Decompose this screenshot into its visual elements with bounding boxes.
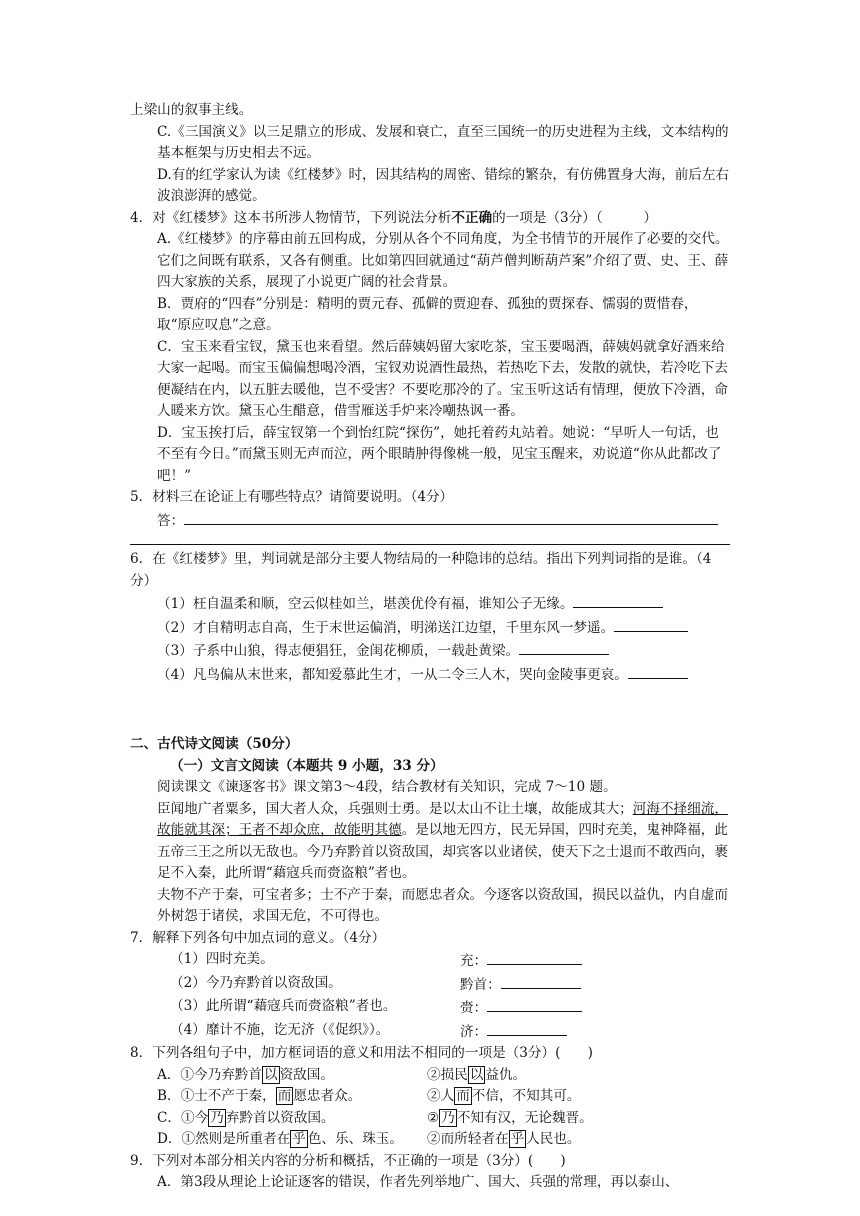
section-2-title: 二、古代诗文阅读（50分） (130, 736, 299, 752)
underlined-sentence: 河海不择细流，故能就其深；王者不却众庶，故能明其德 (157, 800, 728, 838)
answer-blank[interactable] (614, 616, 688, 632)
boxed-word: 乎 (292, 1131, 306, 1147)
boxed-word: 以 (263, 1066, 278, 1083)
question-8-stem: 8．下列各组句子中，加方框词语的意义和用法不相同的一项是（3分）( ) (130, 1045, 593, 1061)
q7-item-1: （1）四时充美。 充： (130, 949, 730, 973)
q4-option-b: B．贾府的“四春”分别是：精明的贾元春、孤僻的贾迎春、孤独的贾探春、懦弱的贾惜春，取“原应叹息”之意。 (157, 295, 698, 333)
section-2-subtitle: （一）文言文阅读（本题共 9 小题，33 分） (170, 757, 444, 774)
question-4-stem: 4．对《红楼梦》这本书所涉人物情节，下列说法分析不正确的一项是（3分）（ ） (130, 209, 658, 226)
boxed-word: 而 (456, 1088, 470, 1104)
option-c: C.《三国演义》以三足鼎立的形成、发展和衰亡，直至三国统一的历史进程为主线，文本结构的基本框架与历史相去不远。 (157, 123, 729, 161)
answer-blank[interactable] (628, 663, 688, 679)
question-7-stem: 7．解释下列各句中加点词的意义。（4分） (130, 929, 386, 946)
question-5-stem: 5．材料三在论证上有哪些特点？请简要说明。（4分） (130, 489, 454, 505)
q4-option-c: C．宝玉来看宝钗，黛玉也来看望。然后薛姨妈留大家吃茶，宝玉要喝酒，薛姨妈就拿好酒来给大家一起喝。而宝玉偏偏想喝冷酒，宝钗劝说酒性最热，若热吃下去，发散的就快，若冷吃下去便凝结在内，以五脏去暖他，岂不受害？不要吃那冷的了。宝玉听这话有情理，便放下冷酒，命人暖来方饮。黛玉心生醋意，借雪雁送手炉来冷嘲热讽一番。 (157, 338, 728, 419)
answer-blank[interactable] (487, 996, 582, 1012)
q6-item-2: （2）才自精明志自高，生于末世运偏消，明涕送江边望，千里东风一梦遥。 (130, 616, 730, 640)
boxed-word: 而 (277, 1088, 292, 1104)
answer-blank[interactable] (487, 949, 582, 965)
q6-item-3: （3）子系中山狼，得志便猖狂，金闺花柳质，一载赴黄梁。 (130, 639, 730, 663)
answer-line-2[interactable] (130, 532, 730, 545)
q6-item-4: （4）凡鸟偏从末世来，都知爱慕此生才，一从二令三人木，哭向金陵事更哀。 (130, 663, 730, 687)
answer-label: 答： (157, 512, 185, 529)
passage-paragraph-2: 夫物不产于秦，可宝者多；士不产于秦，而愿忠者众。今逐客以资敌国，损民以益仇，内自虚而外树怨于诸侯，求国无危，不可得也。 (157, 886, 728, 924)
q7-item-2: （2）今乃弃黔首以资敌国。 黔首： (130, 973, 730, 997)
q9-option-a: A．第3段从理论上论证逐客的错误，作者先列举地广、国大、兵强的常理，再以泰山、 (157, 1174, 679, 1190)
boxed-word: 乎 (510, 1131, 525, 1147)
answer-blank[interactable] (487, 1020, 567, 1036)
answer-blank[interactable] (519, 639, 609, 655)
answer-row (130, 509, 730, 533)
q4-option-d: D．宝玉挨打后，薛宝钗第一个到怡红院“探伤”，她托着药丸站着。她说：“早听人一句话，也不至有今日。”而黛玉则无声而泣，两个眼睛肿得像桃一般，见宝玉醒来，劝说道“你从此都改了吧！” (157, 424, 722, 484)
reading-intro: 阅读课文《谏逐客书》课文第3～4段，结合教材有关知识，完成 7～10 题。 (157, 779, 617, 795)
option-b-tail: 上梁山的叙事主线。 (130, 102, 253, 118)
answer-line[interactable] (184, 509, 718, 525)
boxed-word: 以 (469, 1066, 484, 1083)
answer-blank[interactable] (573, 592, 663, 608)
exam-page (130, 100, 730, 1194)
question-6-stem: 6．在《红楼梦》里，判词就是部分主要人物结局的一种隐讳的总结。指出下列判词指的是谁。（4分） (130, 551, 712, 589)
boxed-word: 乃 (441, 1109, 455, 1126)
q6-item-1: （1）枉自温柔和顺，空云似桂如兰，堪羡优伶有福，谁知公子无缘。 (130, 592, 730, 616)
question-9-stem: 9．下列对本部分相关内容的分析和概括，不正确的一项是（3分）( ) (130, 1152, 566, 1169)
boxed-word: 乃 (210, 1109, 224, 1126)
q8-option-b: B．①士不产于秦， 而 愿忠者众。 ②人 而 不信，不知其可。 (157, 1088, 581, 1104)
answer-blank[interactable] (501, 973, 581, 989)
q7-item-4: （4）靡计不施，讫无济（《促织》）。 济： (130, 1020, 730, 1044)
q8-option-d: D．①然则是所重者在 乎 色、乐、珠玉。 ②而所轻者在 乎 人民也。 (157, 1131, 581, 1147)
q4-option-a: A.《红楼梦》的序幕由前五回构成，分别从各个不同角度，为全书情节的开展作了必要的交代。它们之间既有联系，又各有侧重。比如第四回就通过“葫芦僧判断葫芦案”介绍了贾、史、王、薛四大家族的关系，展现了小说更广阔的社会背景。 (157, 231, 729, 290)
emphasis-not-correct: 不正确 (451, 209, 493, 226)
q7-item-3: （3）此所谓“藉寇兵而赍盗粮”者也。 赍： (130, 996, 730, 1020)
option-d: D.有的红学家认为读《红楼梦》时，因其结构的周密、错综的繁杂，有仿佛置身大海，前后左右波浪澎湃的感觉。 (157, 166, 730, 204)
q8-option-a: A．①今乃弃黔首 以 资敌国。 ②损民 以 益仇。 (157, 1066, 527, 1083)
passage-paragraph-1: 臣闻地广者粟多，国大者人众，兵强则士勇。是以太山不让土壤，故能成其大；河海不择细流，故能就其深；王者不却众庶，故能明其德。是以地无四方，民无异国，四时充美，鬼神降福，此五帝三王之所以无敌也。今乃弃黔首以资敌国，却宾客以业诸侯，使天下之士退而不敢西向，裹足不入秦，此所谓“藉寇兵而赍盗粮”者也。 (157, 800, 728, 881)
q8-option-c: C．①今 乃 弃黔首以资敌国。 ② 乃 不知有汉，无论魏晋。 (157, 1109, 593, 1126)
